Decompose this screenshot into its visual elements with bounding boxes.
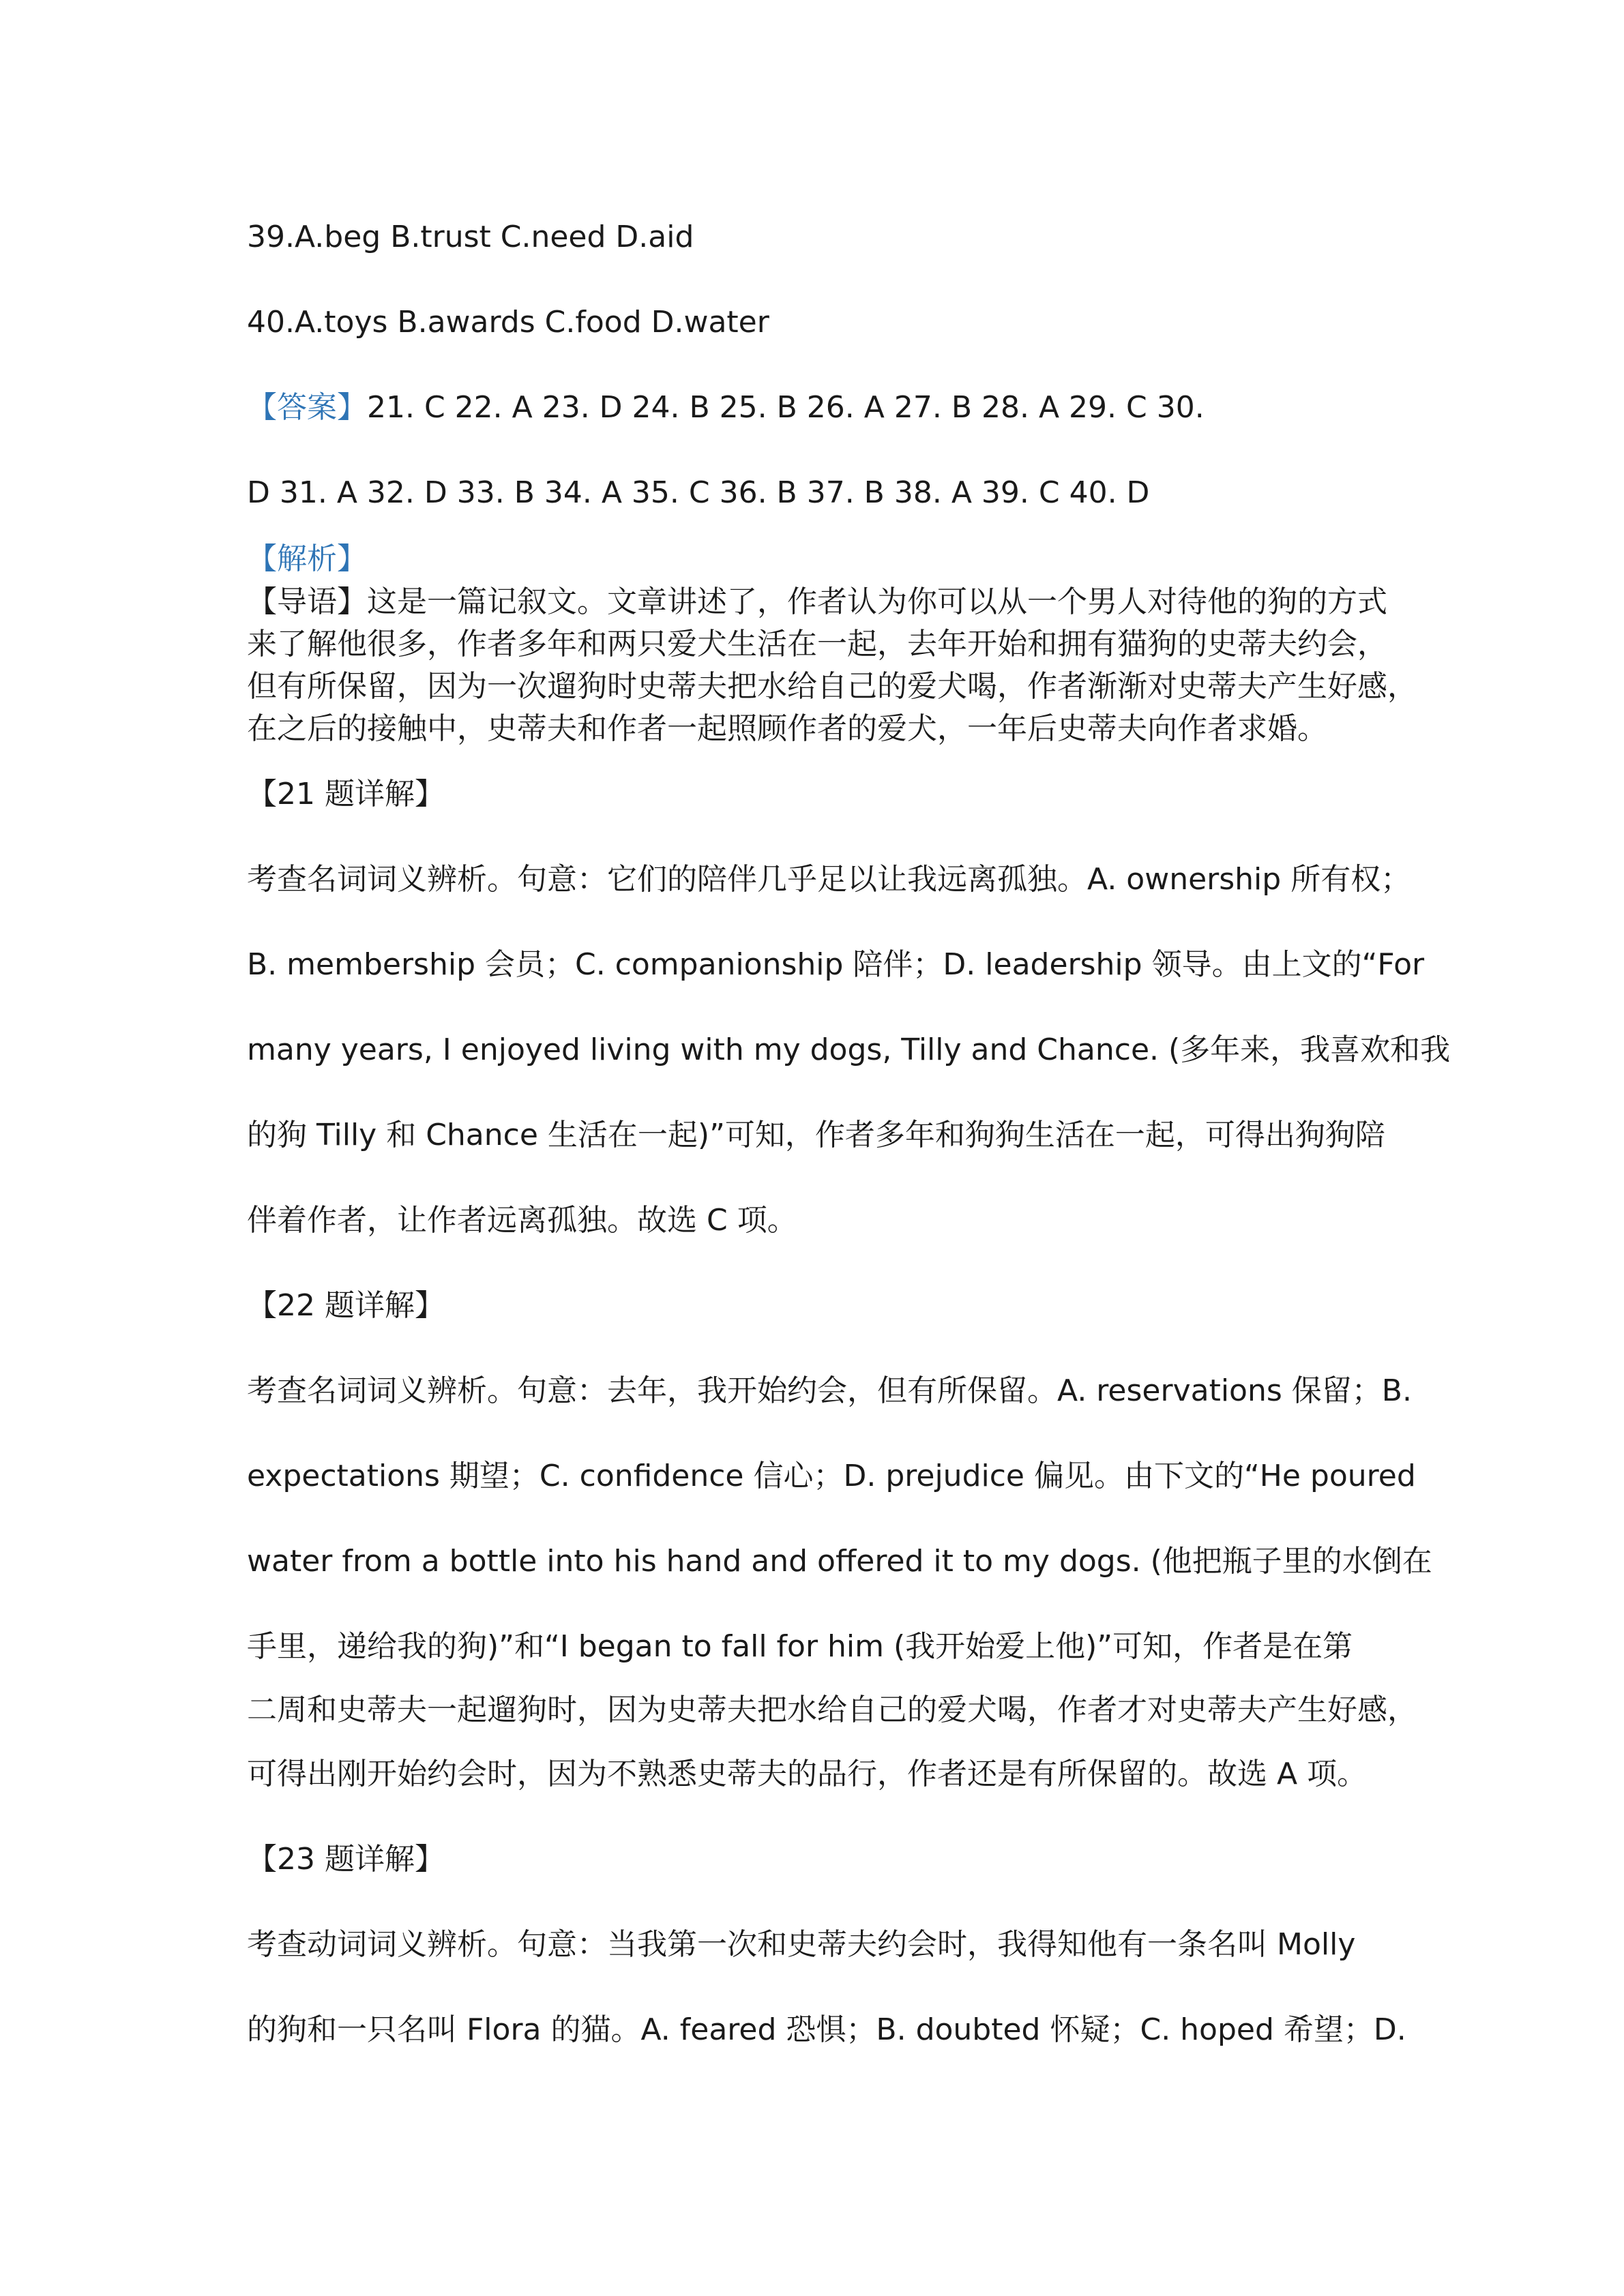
q22-line-6: 可得出刚开始约会时，因为不熟悉史蒂夫的品行，作者还是有所保留的。故选 A 项。 [247, 1757, 1368, 1791]
q22-line-2: expectations 期望；C. confidence 信心；D. prejudice 偏见。由下文的“He poured [247, 1459, 1416, 1493]
q22-line-5: 二周和史蒂夫一起遛狗时，因为史蒂夫把水给自己的爱犬喝，作者才对史蒂夫产生好感， [247, 1693, 1417, 1727]
q21-line-3: many years, I enjoyed living with my dogs, Tilly and Chance. (多年来，我喜欢和我 [247, 1032, 1451, 1067]
q22-line-1: 考查名词词义辨析。句意：去年，我开始约会，但有所保留。A. reservations 保留；B. [247, 1373, 1412, 1408]
option-line-40: 40.A.toys B.awards C.food D.water [247, 305, 769, 340]
answer-values-1: 21. C 22. A 23. D 24. B 25. B 26. A 27. B 28. A 29. C 30. [367, 390, 1205, 425]
q21-line-1: 考查名词词义辨析。句意：它们的陪伴几乎足以让我远离孤独。A. ownership 所有权； [247, 862, 1411, 897]
q21-heading: 【21 题详解】 [247, 777, 445, 811]
q22-line-4: 手里，递给我的狗)”和“I began to fall for him (我开始爱上他)”可知，作者是在第 [247, 1629, 1353, 1664]
guide-line-2: 来了解他很多，作者多年和两只爱犬生活在一起，去年开始和拥有猫狗的史蒂夫约会， [247, 627, 1387, 661]
answer-line-2: D 31. A 32. D 33. B 34. A 35. C 36. B 37. B 38. A 39. C 40. D [247, 475, 1150, 510]
guide-line-4: 在之后的接触中，史蒂夫和作者一起照顾作者的爱犬，一年后史蒂夫向作者求婚。 [247, 711, 1327, 746]
answer-line-1 [247, 387, 1406, 428]
guide-line-3: 但有所保留，因为一次遛狗时史蒂夫把水给自己的爱犬喝，作者渐渐对史蒂夫产生好感， [247, 669, 1417, 704]
q21-line-5: 伴着作者，让作者远离孤独。故选 C 项。 [247, 1203, 797, 1238]
q23-line-2: 的狗和一只名叫 Flora 的猫。A. feared 恐惧；B. doubted 怀疑；C. hoped 希望；D. [247, 2012, 1406, 2047]
q23-heading: 【23 题详解】 [247, 1842, 445, 1877]
guide-line-1: 【导语】这是一篇记叙文。文章讲述了，作者认为你可以从一个男人对待他的狗的方式 [247, 584, 1387, 619]
answer-label: 【答案】 [247, 390, 367, 425]
q23-line-1: 考查动词词义辨析。句意：当我第一次和史蒂夫约会时，我得知他有一条名叫 Molly [247, 1927, 1356, 1962]
analysis-label: 【解析】 [247, 541, 367, 576]
q22-heading: 【22 题详解】 [247, 1288, 445, 1323]
option-line-39: 39.A.beg B.trust C.need D.aid [247, 220, 694, 254]
q21-line-2: B. membership 会员；C. companionship 陪伴；D. leadership 领导。由上文的“For [247, 947, 1425, 982]
q21-line-4: 的狗 Tilly 和 Chance 生活在一起)”可知，作者多年和狗狗生活在一起，可得出狗狗陪 [247, 1118, 1385, 1152]
q22-line-3: water from a bottle into his hand and offered it to my dogs. (他把瓶子里的水倒在 [247, 1544, 1432, 1579]
